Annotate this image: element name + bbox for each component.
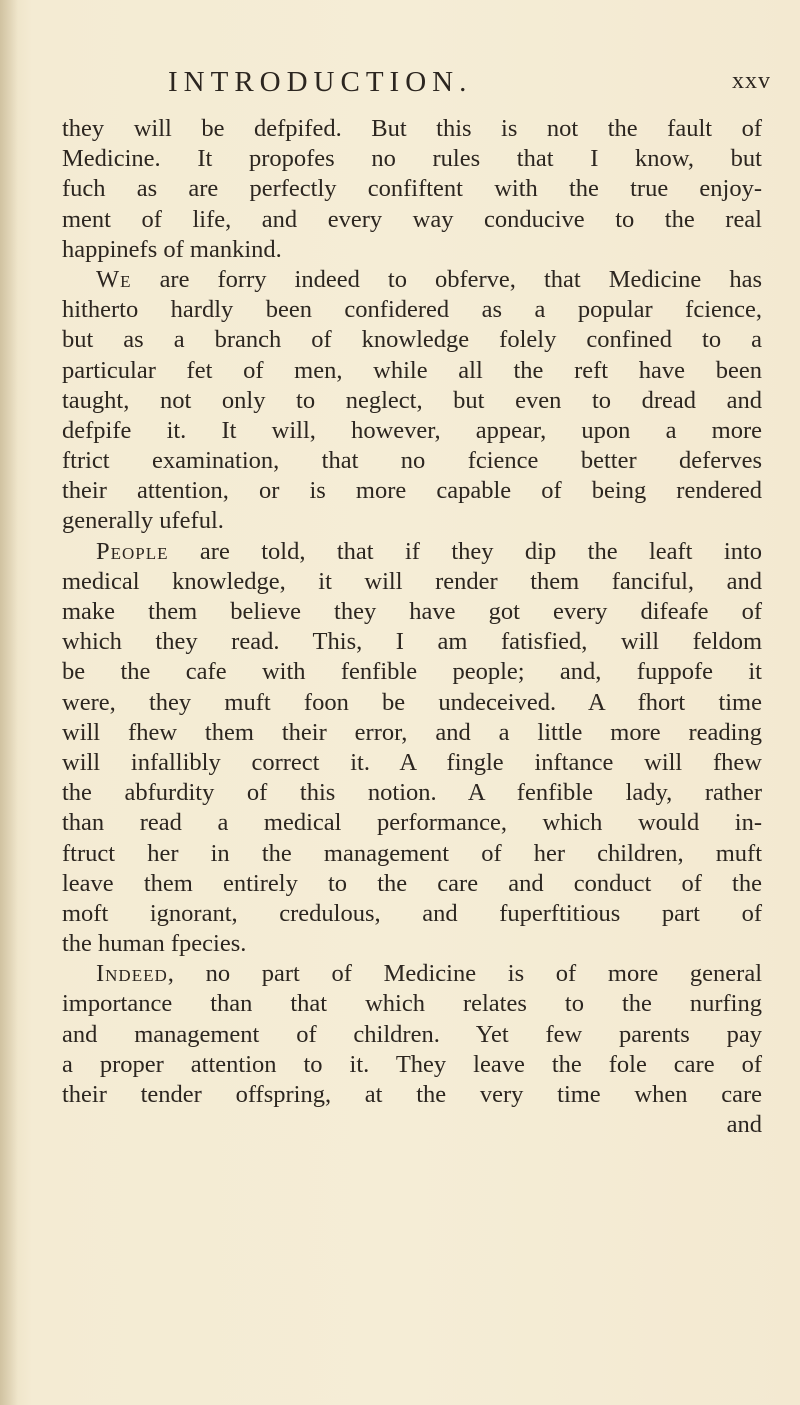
text-line-rest: are told, that if they dip the leaft into: [168, 537, 762, 565]
text-line: generally ufeful.: [62, 507, 224, 535]
text-line: fuch as are perfectly confiftent with the true enjoy-: [62, 175, 762, 203]
text-line: Medicine. It propofes no rules that I know, but: [62, 145, 762, 173]
text-line: particular fet of men, while all the reft have been: [62, 356, 762, 384]
paragraph-lead-word: People: [96, 537, 169, 565]
text-line: taught, not only to neglect, but even to dread and: [62, 386, 762, 414]
paragraph-1: [62, 114, 762, 265]
text-line: their tender offspring, at the very time when care: [62, 1081, 762, 1108]
paragraph-lead-word: Indeed: [96, 960, 168, 988]
paragraph-lead-word: We: [96, 265, 132, 293]
text-line: hitherto hardly been confidered as a popular fcience,: [62, 296, 762, 324]
catchword: and: [726, 1111, 762, 1139]
text-line: will fhew them their error, and a little more reading: [62, 718, 762, 746]
text-line: [62, 265, 762, 295]
page-gutter-shadow: [0, 0, 18, 1405]
text-line: be the cafe with fenfible people; and, fuppofe it: [62, 658, 762, 686]
paragraph-4: [62, 959, 762, 1140]
text-line: [62, 537, 762, 567]
page-number: xxv: [732, 68, 771, 94]
text-line: they will be defpifed. But this is not the fault of: [62, 115, 762, 142]
text-line: [62, 959, 762, 989]
text-line: moft ignorant, credulous, and fuperftitious part of: [62, 899, 762, 927]
text-line: were, they muft foon be undeceived. A fhort time: [62, 688, 762, 716]
text-line-rest: , no part of Medicine is of more general: [167, 960, 762, 988]
text-line: medical knowledge, it will render them fanciful, and: [62, 567, 762, 595]
text-line: make them believe they have got every difeafe of: [62, 598, 762, 625]
text-line: ftruct her in the management of her children, muft: [62, 839, 762, 867]
text-line: defpife it. It will, however, appear, upon a more: [62, 416, 762, 444]
text-line: their attention, or is more capable of being rendered: [62, 477, 762, 505]
running-head: INTRODUCTION.: [168, 66, 473, 98]
text-line: leave them entirely to the care and conduct of the: [62, 869, 762, 897]
text-line: which they read. This, I am fatisfied, will feldom: [62, 628, 762, 656]
text-line: ftrict examination, that no fcience better deferves: [62, 447, 762, 475]
text-line: than read a medical performance, which would in-: [62, 809, 762, 837]
body-text: [62, 114, 762, 1140]
text-line: ment of life, and every way conducive to the real: [62, 205, 762, 233]
text-line: a proper attention to it. They leave the fole care of: [62, 1050, 762, 1078]
text-line: importance than that which relates to the nurfing: [62, 990, 762, 1018]
text-line: and management of children. Yet few parents pay: [62, 1020, 762, 1048]
text-line: happinefs of mankind.: [62, 235, 282, 263]
paragraph-3: [62, 537, 762, 960]
page-header: [0, 66, 800, 106]
text-line-rest: are forry indeed to obferve, that Medicine has: [131, 265, 762, 293]
text-line: will infallibly correct it. A fingle inftance will fhew: [62, 748, 762, 776]
text-line: the human fpecies.: [62, 930, 247, 958]
paragraph-2: [62, 265, 762, 537]
text-line: but as a branch of knowledge folely confined to a: [62, 326, 762, 354]
text-line: the abfurdity of this notion. A fenfible lady, rather: [62, 779, 762, 807]
